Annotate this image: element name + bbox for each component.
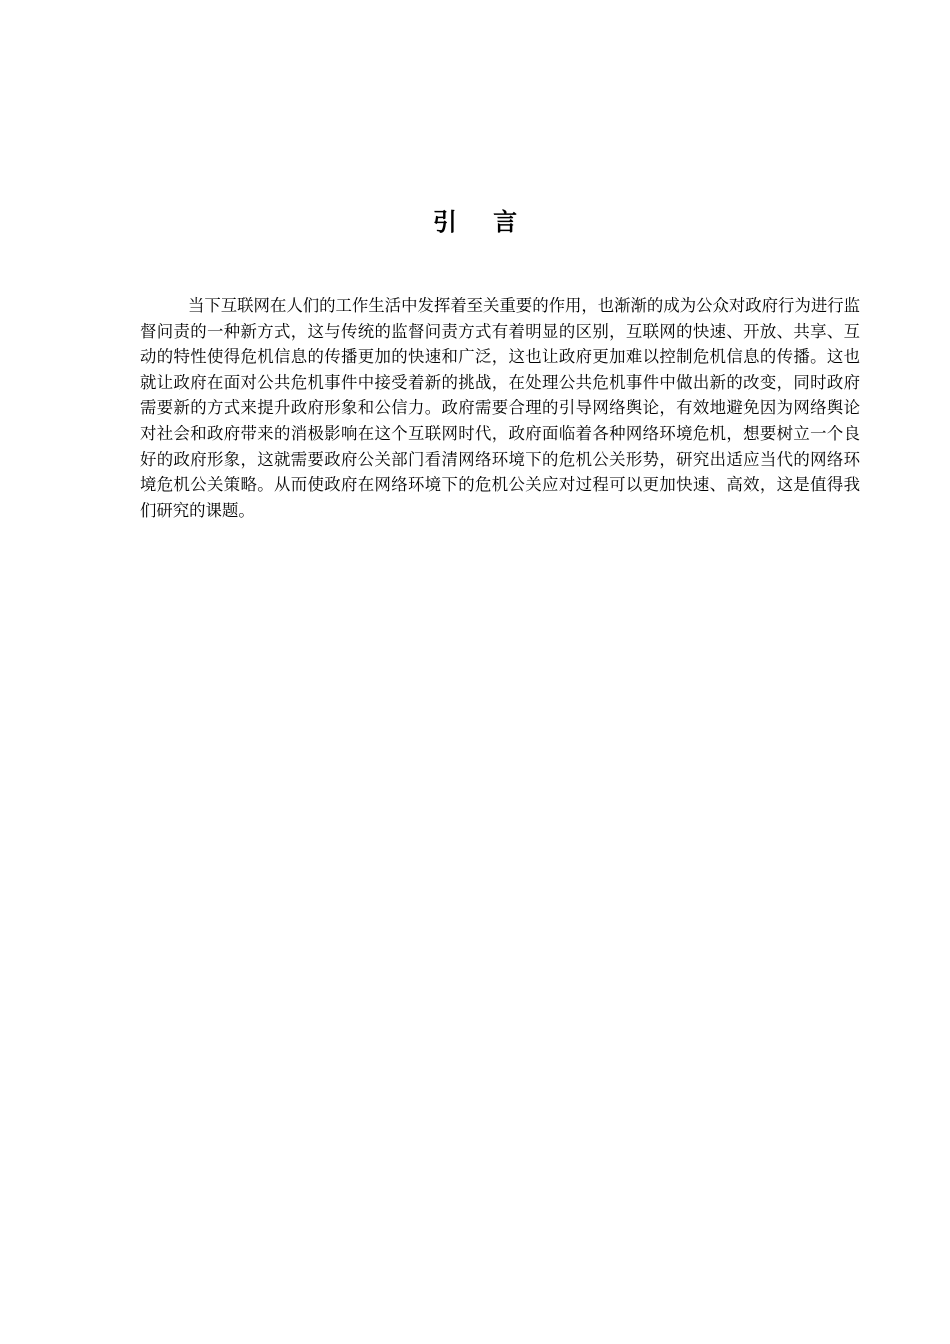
- section-title: 引 言: [432, 208, 532, 236]
- introduction-paragraph: 当下互联网在人们的工作生活中发挥着至关重要的作用，也渐渐的成为公众对政府行为进行监督问责的一种新方式，这与传统的监督问责方式有着明显的区别，互联网的快速、开放、共享、互动的特性使得危机信息的传播更加的快速和广泛，这也让政府更加难以控制危机信息的传播。这也就让政府在面对公共危机事件中接受着新的挑战，在处理公共危机事件中做出新的改变，同时政府需要新的方式来提升政府形象和公信力。政府需要合理的引导网络舆论，有效地避免因为网络舆论对社会和政府带来的消极影响在这个互联网时代，政府面临着各种网络环境危机，想要树立一个良好的政府形象，这就需要政府公关部门看清网络环境下的危机公关形势，研究出适应当代的网络环境危机公关策略。从而使政府在网络环境下的危机公关应对过程可以更加快速、高效，这是值得我们研究的课题。: [140, 296, 861, 520]
